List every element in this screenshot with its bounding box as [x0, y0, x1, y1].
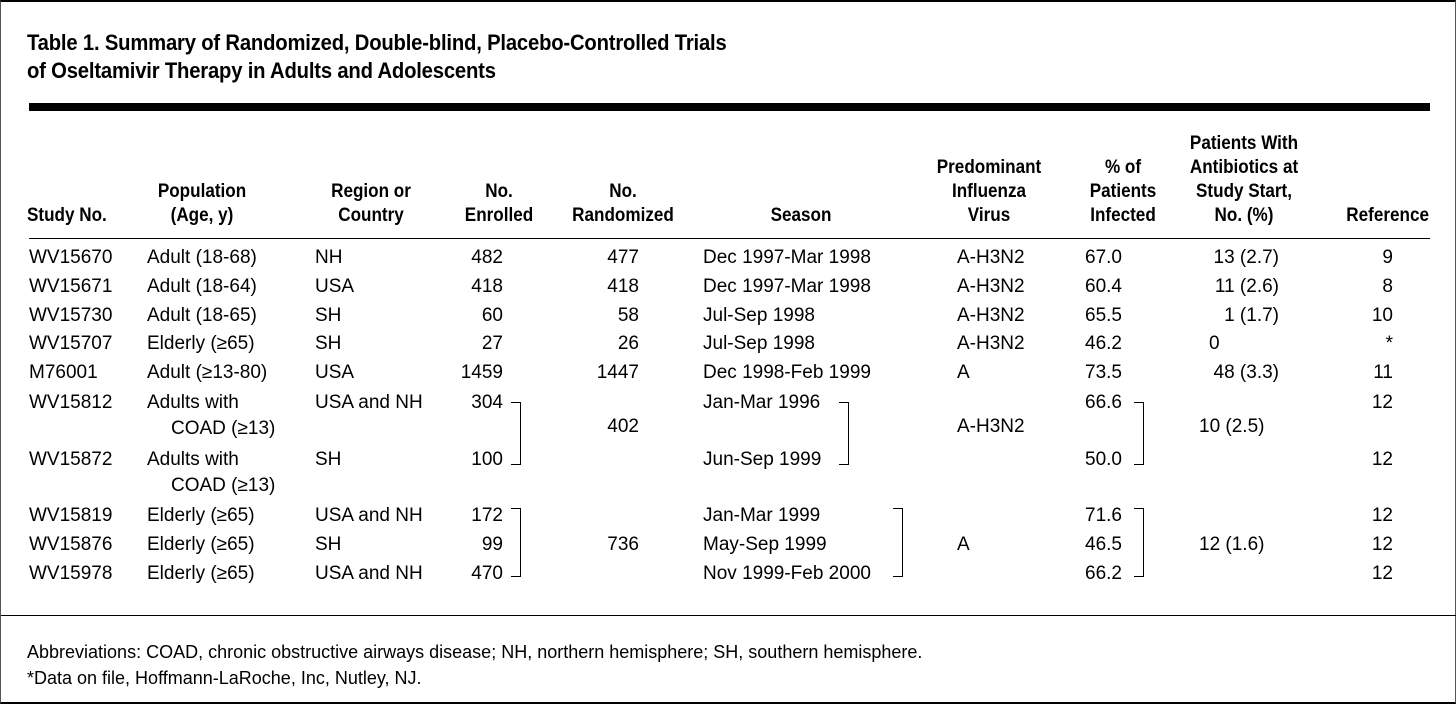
- cell-antibiotics: 0: [1209, 333, 1220, 354]
- cell-study: WV15812: [29, 392, 113, 413]
- cell-reference: 12: [1371, 563, 1393, 584]
- cell-infected: 66.6: [1085, 392, 1122, 413]
- cell-season: Jan-Mar 1996: [703, 392, 821, 413]
- cell-season: Nov 1999-Feb 2000: [703, 563, 871, 584]
- header-top-rule: [29, 103, 1430, 111]
- header-virus: Predominant Influenza Virus: [936, 157, 1042, 226]
- cell-virus: A-H3N2: [957, 247, 1025, 268]
- cell-antibiotics: 11 (2.6): [1214, 276, 1279, 297]
- cell-enrolled: 99: [481, 534, 503, 555]
- cell-season: May-Sep 1999: [703, 534, 827, 555]
- cell-reference: 12: [1371, 505, 1393, 526]
- cell-reference: 10: [1371, 305, 1393, 326]
- cell-season: Jun-Sep 1999: [703, 449, 822, 470]
- cell-reference: 12: [1371, 449, 1393, 470]
- cell-population: Elderly (≥65): [147, 505, 255, 526]
- cell-reference: 8: [1382, 276, 1393, 297]
- cell-study: WV15872: [29, 449, 113, 470]
- header-bottom-rule: [29, 238, 1430, 239]
- cell-enrolled: 304: [471, 392, 503, 413]
- cell-season: Dec 1997-Mar 1998: [703, 247, 871, 268]
- cell-infected: 73.5: [1085, 362, 1122, 383]
- cell-antibiotics: 1 (1.7): [1224, 305, 1279, 326]
- cell-region: NH: [315, 247, 343, 268]
- table-title-line-2: of Oseltamivir Therapy in Adults and Adolescents: [27, 58, 496, 83]
- header-randomized: No. Randomized: [572, 181, 674, 226]
- bracket-enrolled-elderly: [511, 508, 521, 577]
- bracket-season-coad: [839, 402, 849, 465]
- cell-population-cont: COAD (≥13): [171, 475, 276, 496]
- cell-antibiotics: 48 (3.3): [1213, 362, 1279, 383]
- cell-region: SH: [315, 449, 342, 470]
- cell-region: USA: [315, 362, 355, 383]
- bracket-infected-coad: [1134, 402, 1144, 465]
- cell-region: USA and NH: [315, 563, 423, 584]
- cell-population: Elderly (≥65): [147, 333, 255, 354]
- cell-virus: A-H3N2: [957, 305, 1025, 326]
- cell-enrolled: 482: [471, 247, 503, 268]
- bracket-season-elderly: [893, 508, 903, 577]
- cell-population: Elderly (≥65): [147, 534, 255, 555]
- table-title-line-1: Table 1. Summary of Randomized, Double-blind, Placebo-Controlled Trials: [27, 30, 727, 55]
- cell-population: Adult (≥13-80): [147, 362, 268, 383]
- cell-reference: 9: [1382, 247, 1393, 268]
- group-coad-virus: A-H3N2: [957, 416, 1025, 437]
- cell-randomized: 1447: [596, 362, 639, 383]
- cell-study: WV15876: [29, 534, 113, 555]
- header-study-no: Study No.: [27, 205, 107, 226]
- cell-population: Adult (18-65): [147, 305, 257, 326]
- cell-study: WV15819: [29, 505, 113, 526]
- footnote-data-on-file: *Data on file, Hoffmann-LaRoche, Inc, Nutley, NJ.: [27, 668, 422, 688]
- cell-season: Jul-Sep 1998: [703, 305, 815, 326]
- bracket-infected-elderly: [1134, 508, 1144, 577]
- cell-study: WV15707: [29, 333, 113, 354]
- cell-population: Adults with: [147, 449, 239, 470]
- cell-reference: 12: [1371, 392, 1393, 413]
- cell-enrolled: 100: [471, 449, 503, 470]
- cell-infected: 60.4: [1085, 276, 1122, 297]
- cell-study: WV15670: [29, 247, 113, 268]
- cell-infected: 65.5: [1085, 305, 1122, 326]
- cell-randomized: 58: [617, 305, 639, 326]
- cell-study: WV15978: [29, 563, 113, 584]
- cell-antibiotics: 13 (2.7): [1213, 247, 1279, 268]
- cell-infected: 50.0: [1085, 449, 1122, 470]
- cell-enrolled: 60: [481, 305, 503, 326]
- cell-season: Jan-Mar 1999: [703, 505, 821, 526]
- cell-enrolled: 27: [481, 333, 503, 354]
- cell-region: USA and NH: [315, 392, 423, 413]
- cell-study: WV15730: [29, 305, 113, 326]
- cell-reference: 11: [1373, 362, 1393, 383]
- header-population: Population (Age, y): [157, 181, 247, 226]
- cell-region: USA and NH: [315, 505, 423, 526]
- cell-reference: *: [1385, 333, 1393, 354]
- cell-region: SH: [315, 305, 342, 326]
- cell-region: SH: [315, 333, 342, 354]
- cell-randomized: 418: [607, 276, 639, 297]
- cell-randomized: 26: [617, 333, 639, 354]
- cell-season: Jul-Sep 1998: [703, 333, 815, 354]
- cell-region: USA: [315, 276, 355, 297]
- cell-enrolled: 470: [471, 563, 503, 584]
- group-elderly-virus: A: [957, 534, 970, 555]
- header-season: Season: [770, 205, 832, 226]
- cell-randomized: 477: [607, 247, 639, 268]
- cell-season: Dec 1997-Mar 1998: [703, 276, 871, 297]
- cell-virus: A: [957, 362, 970, 383]
- cell-population: Elderly (≥65): [147, 563, 255, 584]
- cell-infected: 46.2: [1085, 333, 1122, 354]
- header-enrolled: No. Enrolled: [464, 181, 534, 226]
- group-elderly-antibiotics: 12 (1.6): [1199, 534, 1265, 555]
- cell-enrolled: 418: [471, 276, 503, 297]
- group-elderly-randomized: 736: [607, 534, 639, 555]
- cell-population-cont: COAD (≥13): [171, 418, 276, 439]
- header-antibiotics: Patients With Antibiotics at Study Start, No. (%): [1189, 133, 1299, 226]
- cell-enrolled: 172: [471, 505, 503, 526]
- cell-enrolled: 1459: [460, 362, 503, 383]
- cell-population: Adults with: [147, 392, 239, 413]
- cell-infected: 71.6: [1085, 505, 1122, 526]
- cell-infected: 46.5: [1085, 534, 1122, 555]
- cell-infected: 66.2: [1085, 563, 1122, 584]
- cell-region: SH: [315, 534, 342, 555]
- cell-virus: A-H3N2: [957, 276, 1025, 297]
- cell-population: Adult (18-68): [147, 247, 257, 268]
- cell-virus: A-H3N2: [957, 333, 1025, 354]
- bracket-enrolled-coad: [511, 402, 521, 465]
- header-reference: Reference: [1346, 205, 1429, 226]
- cell-season: Dec 1998-Feb 1999: [703, 362, 871, 383]
- cell-study: M76001: [29, 362, 98, 383]
- table-bottom-rule: [1, 615, 1456, 616]
- cell-reference: 12: [1371, 534, 1393, 555]
- cell-study: WV15671: [29, 276, 113, 297]
- cell-infected: 67.0: [1085, 247, 1122, 268]
- group-coad-randomized: 402: [607, 416, 639, 437]
- header-infected: % of Patients Infected: [1089, 157, 1157, 226]
- group-coad-antibiotics: 10 (2.5): [1199, 416, 1265, 437]
- header-region: Region or Country: [331, 181, 411, 226]
- footnote-abbreviations: Abbreviations: COAD, chronic obstructive airways disease; NH, northern hemisphere; SH, southern hemisphere.: [27, 642, 923, 662]
- cell-population: Adult (18-64): [147, 276, 257, 297]
- table-title: [27, 29, 727, 85]
